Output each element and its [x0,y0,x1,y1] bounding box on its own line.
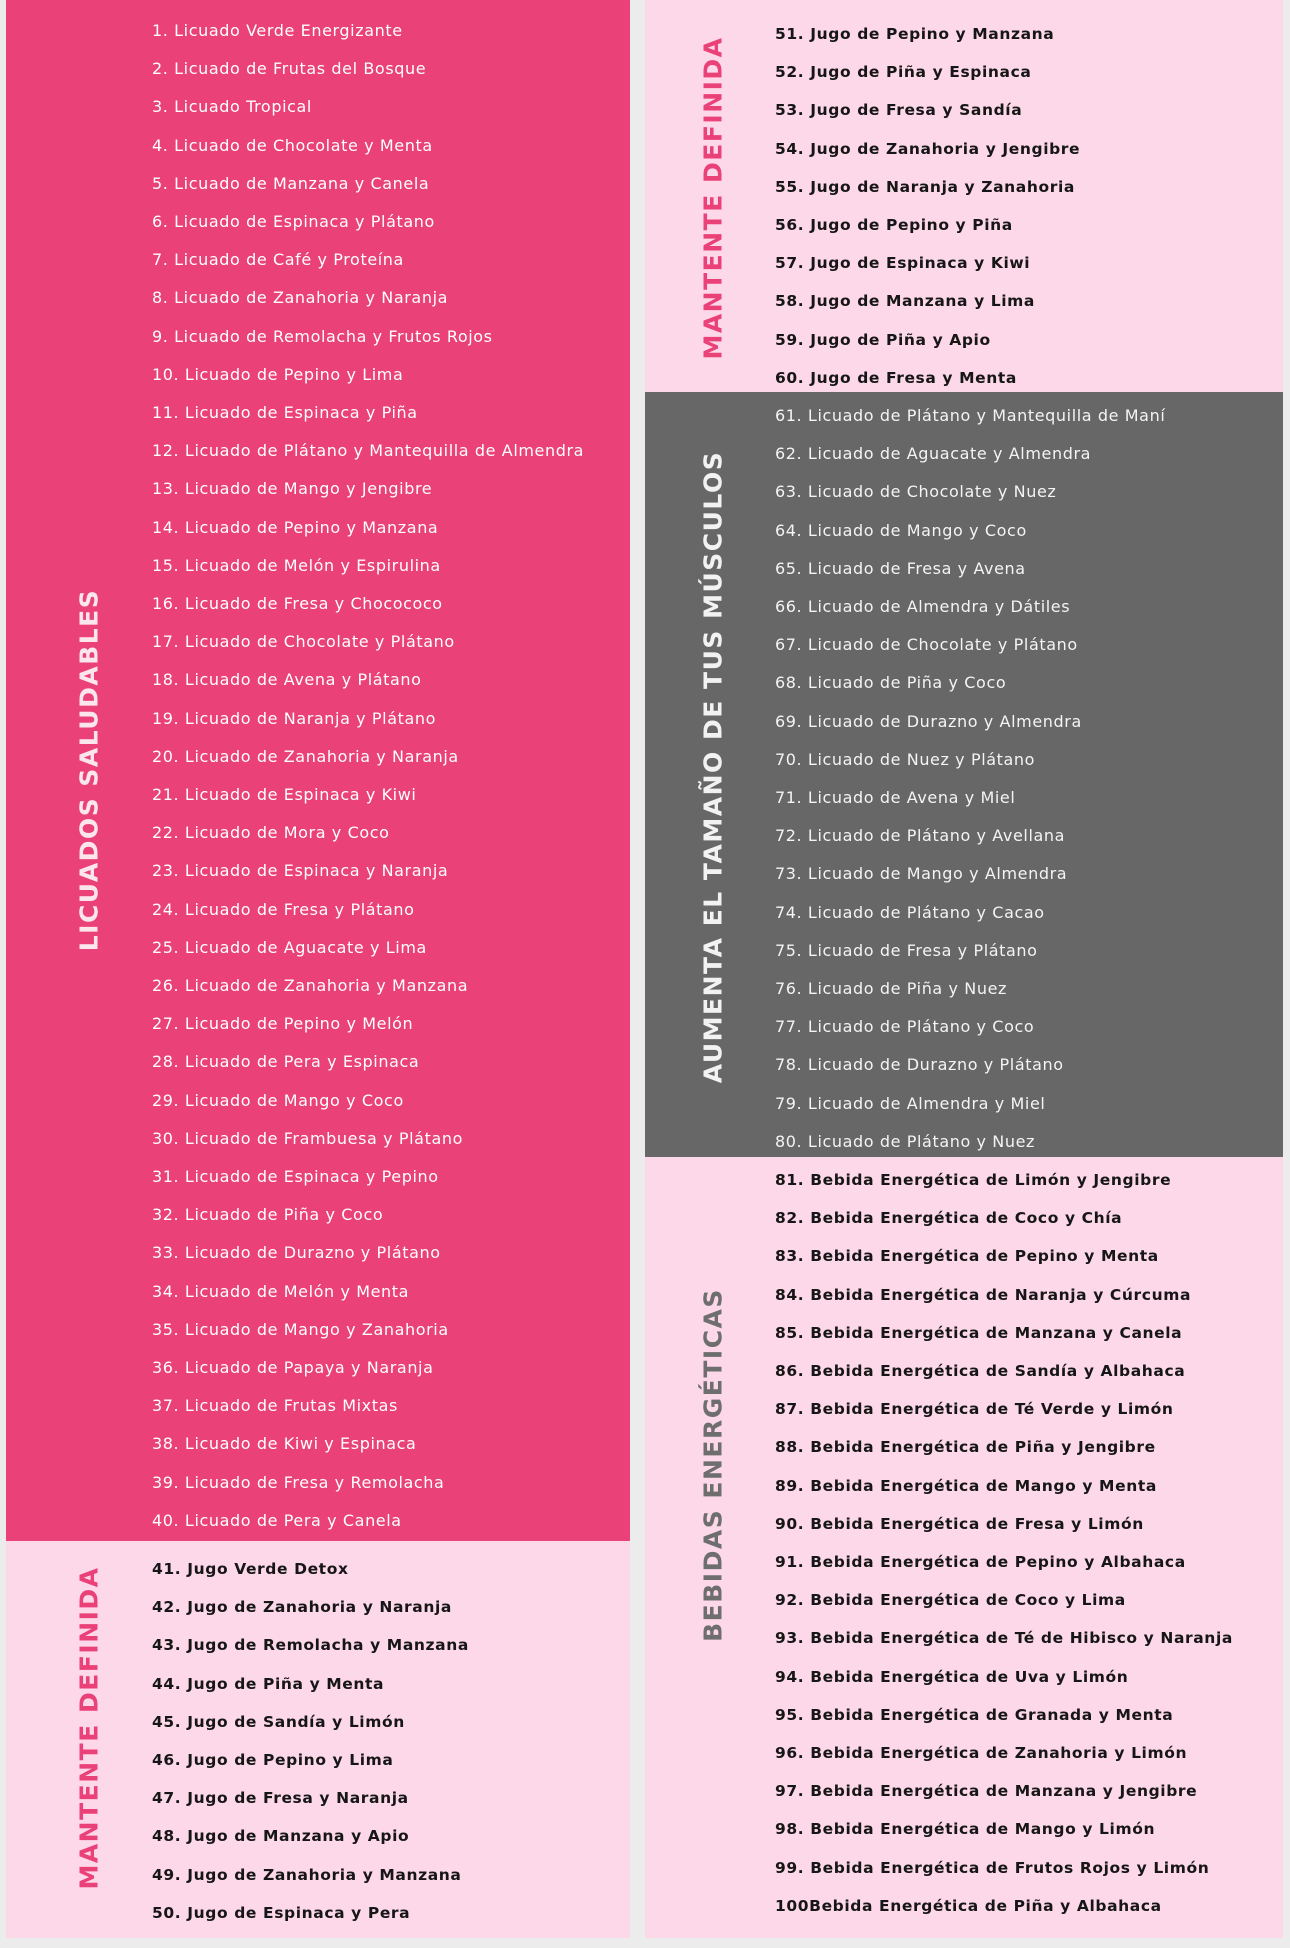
list-item: 27. Licuado de Pepino y Melón [152,1014,414,1034]
list-item: 31. Licuado de Espinaca y Pepino [152,1167,439,1186]
section-title: AUMENTA EL TAMAÑO DE TUS MÚSCULOS [698,450,728,1084]
list-item: 51. Jugo de Pepino y Manzana [775,25,1055,43]
list-item: 40. Licuado de Pera y Canela [152,1510,402,1530]
list-item: 32. Licuado de Piña y Coco [152,1205,384,1225]
list-item: 73. Licuado de Mango y Almendra [775,864,1068,884]
list-item: 72. Licuado de Plátano y Avellana [775,826,1066,846]
list-item: 45. Jugo de Sandía y Limón [152,1712,405,1731]
list-item: 61. Licuado de Plátano y Mantequilla de Maní [775,406,1166,425]
list-item: 14. Licuado de Pepino y Manzana [152,517,439,537]
list-item: 42. Jugo de Zanahoria y Naranja [152,1598,452,1617]
list-item: 19. Licuado de Naranja y Plátano [152,708,437,728]
list-item: 49. Jugo de Zanahoria y Manzana [152,1865,462,1884]
list-item: 82. Bebida Energética de Coco y Chía [775,1209,1123,1228]
list-item: 48. Jugo de Manzana y Apio [152,1827,410,1846]
list-item: 60. Jugo de Fresa y Menta [775,368,1017,387]
list-item: 98. Bebida Energética de Mango y Limón [775,1820,1156,1839]
section-aumenta-musculos [645,392,1283,1157]
list-item: 3. Licuado Tropical [152,97,312,117]
list-item: 54. Jugo de Zanahoria y Jengibre [775,139,1081,158]
list-item: 70. Licuado de Nuez y Plátano [775,749,1036,769]
list-item: 5. Licuado de Manzana y Canela [152,173,430,193]
list-item: 39. Licuado de Fresa y Remolacha [152,1472,445,1492]
list-item: 53. Jugo de Fresa y Sandía [775,101,1023,120]
list-item: 86. Bebida Energética de Sandía y Albahaca [775,1362,1186,1380]
list-item: 76. Licuado de Piña y Nuez [775,979,1008,998]
section-bebidas-energeticas [645,1157,1283,1938]
list-item: 4. Licuado de Chocolate y Menta [152,135,433,155]
list-item: 87. Bebida Energética de Té Verde y Limón [775,1400,1174,1419]
list-item: 2. Licuado de Frutas del Bosque [152,59,427,79]
list-item: 89. Bebida Energética de Mango y Menta [775,1476,1157,1495]
list-item: 44. Jugo de Piña y Menta [152,1674,385,1693]
list-item: 30. Licuado de Frambuesa y Plátano [152,1128,463,1148]
section-mantente-definida-right [645,0,1283,392]
list-item: 24. Licuado de Fresa y Plátano [152,899,415,919]
list-item: 99. Bebida Energética de Frutos Rojos y Limón [775,1858,1210,1877]
list-item: 85. Bebida Energética de Manzana y Canela [775,1323,1183,1342]
list-item: 93. Bebida Energética de Té de Hibisco y Naranja [775,1629,1233,1648]
list-item: 23. Licuado de Espinaca y Naranja [152,861,449,881]
list-item: 35. Licuado de Mango y Zanahoria [152,1319,449,1339]
list-item: 96. Bebida Energética de Zanahoria y Limón [775,1744,1188,1762]
list-item: 88. Bebida Energética de Piña y Jengibre [775,1438,1156,1457]
section-title: BEBIDAS ENERGÉTICAS [698,1288,728,1642]
list-item: 46. Jugo de Pepino y Lima [152,1751,394,1769]
list-item: 43. Jugo de Remolacha y Manzana [152,1636,469,1655]
list-item: 15. Licuado de Melón y Espirulina [152,555,441,575]
list-item: 58. Jugo de Manzana y Lima [775,292,1035,311]
list-item: 74. Licuado de Plátano y Cacao [775,902,1045,922]
list-item: 84. Bebida Energética de Naranja y Cúrcuma [775,1285,1192,1304]
list-item: 59. Jugo de Piña y Apio [775,330,991,349]
list-item: 50. Jugo de Espinaca y Pera [152,1903,411,1922]
list-item: 79. Licuado de Almendra y Miel [775,1093,1046,1113]
list-item: 22. Licuado de Mora y Coco [152,823,390,843]
list-item: 17. Licuado de Chocolate y Plátano [152,632,455,652]
section-title: MANTENTE DEFINIDA [698,36,728,360]
list-item: 56. Jugo de Pepino y Piña [775,216,1013,234]
list-item: 28. Licuado de Pera y Espinaca [152,1052,420,1072]
list-item: 29. Licuado de Mango y Coco [152,1090,404,1110]
list-item: 83. Bebida Energética de Pepino y Menta [775,1247,1159,1266]
list-item: 81. Bebida Energética de Limón y Jengibre [775,1171,1172,1189]
list-item: 37. Licuado de Frutas Mixtas [152,1396,398,1416]
list-item: 33. Licuado de Durazno y Plátano [152,1243,441,1263]
list-item: 97. Bebida Energética de Manzana y Jengibre [775,1782,1198,1801]
section-title: LICUADOS SALUDABLES [74,588,104,952]
list-item: 57. Jugo de Espinaca y Kiwi [775,254,1031,273]
section-licuados-saludables [6,0,630,1541]
list-item: 20. Licuado de Zanahoria y Naranja [152,746,459,766]
list-item: 68. Licuado de Piña y Coco [775,673,1007,693]
list-item: 55. Jugo de Naranja y Zanahoria [775,177,1075,196]
list-item: 92. Bebida Energética de Coco y Lima [775,1591,1126,1610]
list-item: 21. Licuado de Espinaca y Kiwi [152,785,417,804]
list-item: 100Bebida Energética de Piña y Albahaca [775,1896,1162,1915]
list-item: 41. Jugo Verde Detox [152,1560,349,1578]
list-item: 6. Licuado de Espinaca y Plátano [152,212,435,231]
list-item: 36. Licuado de Papaya y Naranja [152,1358,434,1377]
list-item: 91. Bebida Energética de Pepino y Albahaca [775,1553,1186,1571]
list-item: 8. Licuado de Zanahoria y Naranja [152,288,449,308]
list-item: 26. Licuado de Zanahoria y Manzana [152,976,469,995]
list-item: 66. Licuado de Almendra y Dátiles [775,597,1071,616]
list-item: 62. Licuado de Aguacate y Almendra [775,444,1092,464]
list-item: 12. Licuado de Plátano y Mantequilla de Almendra [152,441,585,461]
list-item: 67. Licuado de Chocolate y Plátano [775,635,1078,655]
list-item: 63. Licuado de Chocolate y Nuez [775,482,1057,502]
list-item: 7. Licuado de Café y Proteína [152,250,404,270]
list-item: 80. Licuado de Plátano y Nuez [775,1131,1036,1151]
section-mantente-definida-left [6,1541,630,1938]
list-item: 34. Licuado de Melón y Menta [152,1281,410,1301]
list-item: 65. Licuado de Fresa y Avena [775,558,1026,578]
list-item: 16. Licuado de Fresa y Chocococo [152,594,443,613]
list-item: 11. Licuado de Espinaca y Piña [152,403,418,422]
list-item: 95. Bebida Energética de Granada y Menta [775,1705,1174,1724]
list-item: 71. Licuado de Avena y Miel [775,788,1016,807]
section-title: MANTENTE DEFINIDA [74,1566,104,1890]
list-item: 52. Jugo de Piña y Espinaca [775,63,1032,82]
list-item: 18. Licuado de Avena y Plátano [152,670,422,690]
list-item: 77. Licuado de Plátano y Coco [775,1017,1035,1037]
list-item: 94. Bebida Energética de Uva y Limón [775,1667,1129,1686]
list-item: 78. Licuado de Durazno y Plátano [775,1055,1064,1075]
list-item: 64. Licuado de Mango y Coco [775,520,1027,540]
list-item: 75. Licuado de Fresa y Plátano [775,940,1038,960]
list-item: 9. Licuado de Remolacha y Frutos Rojos [152,326,493,346]
list-item: 47. Jugo de Fresa y Naranja [152,1789,409,1808]
list-item: 38. Licuado de Kiwi y Espinaca [152,1434,417,1454]
list-item: 13. Licuado de Mango y Jengibre [152,479,433,499]
list-item: 10. Licuado de Pepino y Lima [152,364,404,384]
list-item: 25. Licuado de Aguacate y Lima [152,937,427,957]
list-item: 90. Bebida Energética de Fresa y Limón [775,1514,1144,1533]
list-item: 1. Licuado Verde Energizante [152,21,403,40]
list-item: 69. Licuado de Durazno y Almendra [775,711,1082,731]
